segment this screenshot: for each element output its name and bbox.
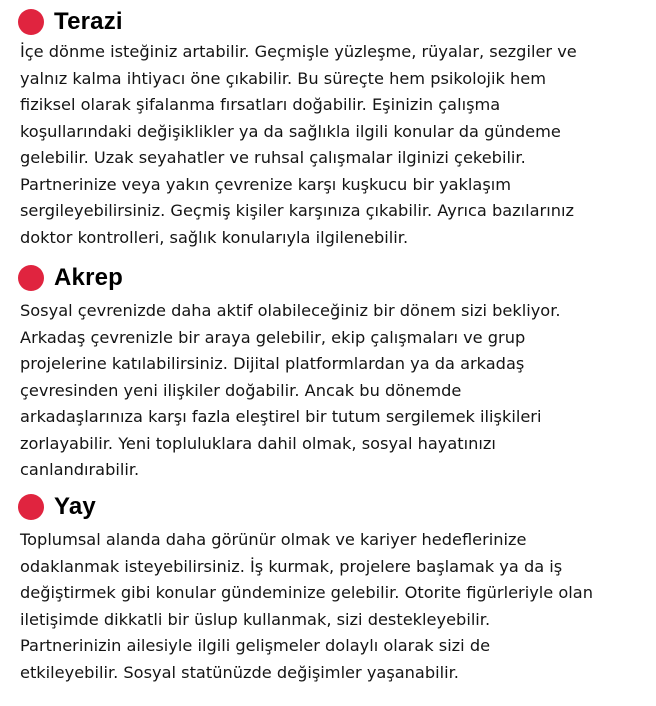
section-title: Yay — [54, 493, 96, 520]
text-line: zorlayabilir. Yeni topluluklara dahil olmak, sosyal hayatınızı — [20, 433, 496, 453]
text-line: Partnerinize veya yakın çevrenize karşı kuşkucu bir yaklaşım — [20, 174, 512, 194]
heading-yay — [18, 490, 96, 524]
text-line: yalnız kalma ihtiyacı öne çıkabilir. Bu süreçte hem psikolojik hem — [20, 68, 547, 88]
text-line: iletişimde dikkatli bir üslup kullanmak, sizi destekleyebilir. — [20, 609, 491, 629]
text-line: doktor kontrolleri, sağlık konularıyla ilgilenebilir. — [20, 227, 409, 247]
section-title: Terazi — [54, 8, 123, 35]
text-line: etkileyebilir. Sosyal statünüzde değişimler yaşanabilir. — [20, 662, 459, 682]
text-line: sergileyebilirsiniz. Geçmiş kişiler karşınıza çıkabilir. Ayrıca bazılarınız — [20, 201, 574, 220]
text-line: Partnerinizin ailesiyle ilgili gelişmeler dolaylı olarak sizi de — [20, 636, 491, 655]
text-line: arkadaşlarınıza karşı fazla eleştirel bir tutum sergilemek ilişkileri — [20, 407, 542, 426]
red-circle-icon — [18, 265, 44, 291]
text-line: değiştirmek gibi konular gündeminize gelebilir. Otorite figürleriyle olan — [20, 583, 593, 602]
text-line: İçe dönme isteğiniz artabilir. Geçmişle yüzleşme, rüyalar, sezgiler ve — [20, 42, 577, 61]
section-text-yay — [20, 527, 646, 686]
text-line: Sosyal çevrenizde daha aktif olabileceğiniz bir dönem sizi bekliyor. — [20, 301, 561, 320]
red-circle-icon — [18, 494, 44, 520]
section-title: Akrep — [54, 264, 124, 291]
red-circle-icon — [18, 9, 44, 35]
text-line: koşullarındaki değişiklikler ya da sağlıkla ilgili konular da gündeme — [20, 121, 561, 141]
heading-terazi — [18, 5, 123, 39]
text-line: Arkadaş çevrenizle bir araya gelebilir, ekip çalışmaları ve grup — [20, 327, 526, 347]
section-text-akrep — [20, 298, 646, 484]
text-line: projelerine katılabilirsiniz. Dijital platformlardan ya da arkadaş — [20, 354, 525, 373]
text-line: Toplumsal alanda daha görünür olmak ve kariyer hedeflerinize — [20, 530, 527, 549]
section-text-terazi — [20, 39, 646, 251]
text-line: çevresinden yeni ilişkiler doğabilir. Ancak bu dönemde — [20, 380, 462, 400]
text-line: fiziksel olarak şifalanma fırsatları doğabilir. Eşinizin çalışma — [20, 95, 501, 114]
heading-akrep — [18, 261, 123, 295]
text-line: canlandırabilir. — [20, 460, 140, 479]
text-line: odaklanmak isteyebilirsiniz. İş kurmak, projelere başlamak ya da iş — [20, 556, 563, 576]
text-line: gelebilir. Uzak seyahatler ve ruhsal çalışmalar ilginizi çekebilir. — [20, 148, 526, 167]
